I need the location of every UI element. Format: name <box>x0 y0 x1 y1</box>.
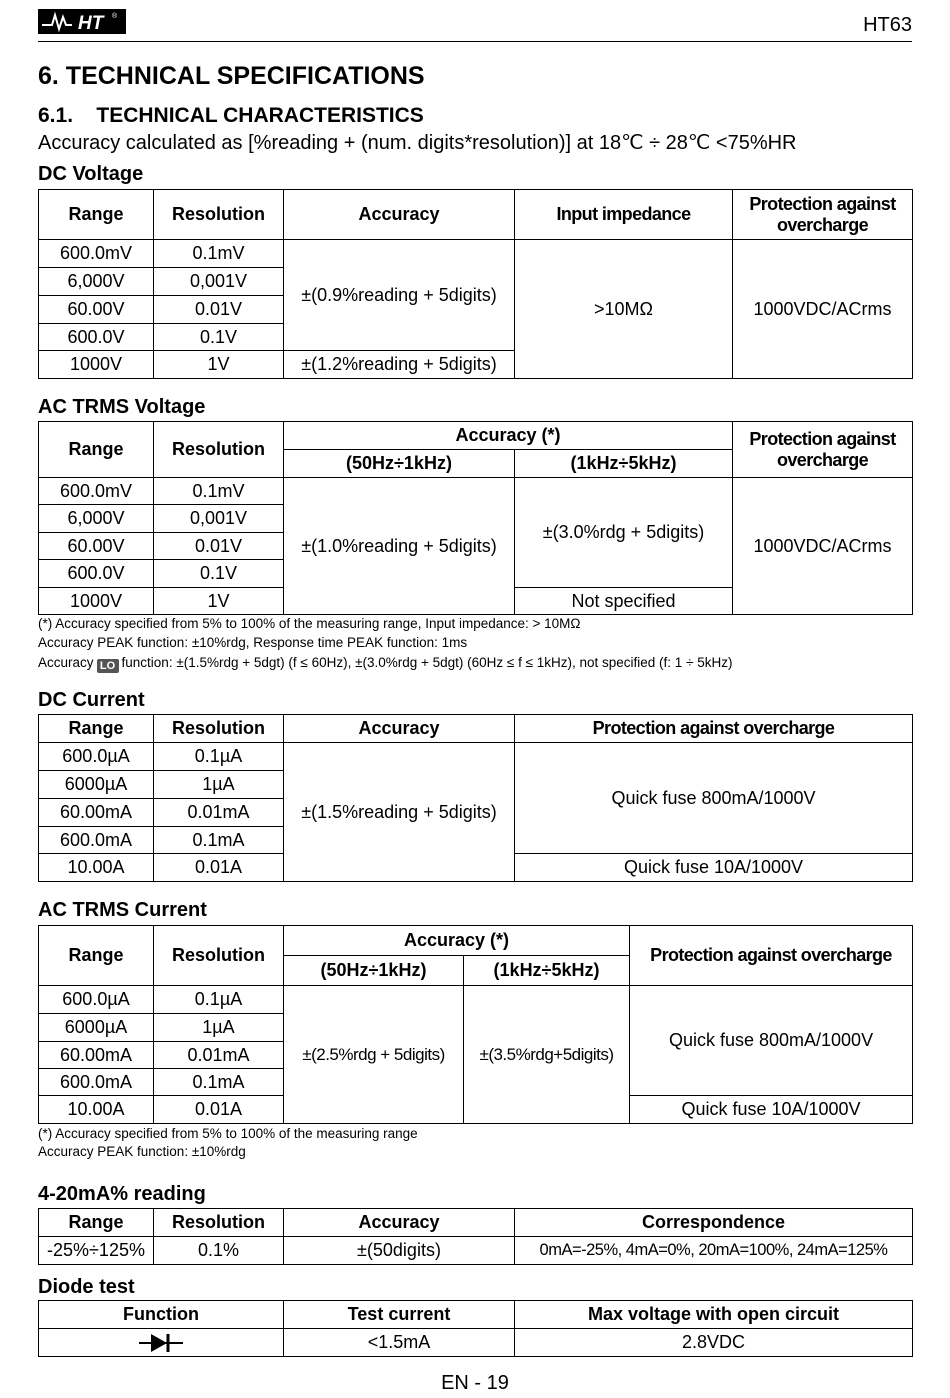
table-cell: 0.1µA <box>154 743 284 771</box>
table-cell: Quick fuse 10A/1000V <box>515 854 913 882</box>
col-max-voltage: Max voltage with open circuit <box>515 1301 913 1329</box>
table-cell: 0mA=-25%, 4mA=0%, 20mA=100%, 24mA=125% <box>515 1237 913 1265</box>
ac-current-note-1: (*) Accuracy specified from 5% to 100% of the measuring range <box>38 1126 418 1141</box>
table-cell: 600.0µA <box>39 743 154 771</box>
table-cell: Quick fuse 800mA/1000V <box>630 986 913 1096</box>
table-cell: ±(1.5%reading + 5digits) <box>284 743 515 882</box>
subsection-title: 6.1. TECHNICAL CHARACTERISTICS <box>38 104 424 127</box>
table-cell: 60.00mA <box>39 1042 154 1069</box>
table-cell: 60.00V <box>39 296 154 324</box>
table-cell: 6,000V <box>39 505 154 533</box>
col-resolution: Resolution <box>154 190 284 240</box>
table-cell: ±(3.0%rdg + 5digits) <box>515 478 733 588</box>
ac-voltage-table <box>38 421 913 615</box>
table-cell: ±(1.0%reading + 5digits) <box>284 478 515 615</box>
table-cell: 600.0V <box>39 560 154 588</box>
col-correspondence: Correspondence <box>515 1209 913 1237</box>
table-cell: ±(3.5%rdg+5digits) <box>464 986 630 1124</box>
col-accuracy-1khz-5khz: (1kHz÷5kHz) <box>515 450 733 478</box>
table-cell: 0.1V <box>154 324 284 351</box>
col-resolution: Resolution <box>154 422 284 478</box>
col-protection: Protection against overcharge <box>733 190 913 240</box>
dc-current-table <box>38 714 913 882</box>
ac-current-note-2: Accuracy PEAK function: ±10%rdg <box>38 1144 246 1159</box>
ac-voltage-title: AC TRMS Voltage <box>38 396 206 418</box>
table-cell: 2.8VDC <box>515 1329 913 1357</box>
table-cell: 0.01A <box>154 1096 284 1124</box>
col-accuracy-1khz-5khz: (1kHz÷5kHz) <box>464 956 630 986</box>
dc-current-title: DC Current <box>38 689 145 711</box>
table-cell: ±(50digits) <box>284 1237 515 1265</box>
table-cell: 1V <box>154 588 284 615</box>
table-cell: 0.1mA <box>154 827 284 854</box>
table-cell: 0.01V <box>154 533 284 560</box>
table-cell: 0.1V <box>154 560 284 588</box>
table-cell: 0,001V <box>154 505 284 533</box>
table-cell: 600.0mV <box>39 240 154 268</box>
table-cell: 0.01A <box>154 854 284 882</box>
col-accuracy: Accuracy (*) <box>284 422 733 450</box>
table-cell: 1000VDC/ACrms <box>733 240 913 379</box>
table-cell: 1V <box>154 351 284 379</box>
col-range: Range <box>39 926 154 986</box>
section-title: 6. TECHNICAL SPECIFICATIONS <box>38 62 425 90</box>
dc-voltage-table <box>38 189 913 379</box>
table-cell: 600.0mA <box>39 827 154 854</box>
col-resolution: Resolution <box>154 1209 284 1237</box>
table-cell: -25%÷125% <box>39 1237 154 1265</box>
table-cell: 0.1mV <box>154 478 284 505</box>
col-range: Range <box>39 1209 154 1237</box>
col-accuracy: Accuracy (*) <box>284 926 630 956</box>
ac-voltage-lo-note <box>38 655 732 673</box>
table-cell: 10.00A <box>39 854 154 882</box>
table-cell: 0.1% <box>154 1237 284 1265</box>
col-resolution: Resolution <box>154 926 284 986</box>
lo-note-prefix: Accuracy <box>38 655 94 670</box>
lo-note-text: function: ±(1.5%rdg + 5dgt) (f ≤ 60Hz), ±(3.0%rdg + 5dgt) (60Hz ≤ f ≤ 1kHz), not specified (f: 1 ÷ 5kHz) <box>121 655 733 670</box>
table-cell: 0.01mA <box>154 1042 284 1069</box>
col-range: Range <box>39 422 154 478</box>
table-cell: 0.1mV <box>154 240 284 268</box>
col-test-current: Test current <box>284 1301 515 1329</box>
lo-function-icon: LO <box>97 659 119 673</box>
col-resolution: Resolution <box>154 715 284 743</box>
table-cell: 600.0mA <box>39 1069 154 1096</box>
table-cell: 1000VDC/ACrms <box>733 478 913 615</box>
table-cell: Quick fuse 10A/1000V <box>630 1096 913 1124</box>
svg-text:®: ® <box>112 13 118 20</box>
table-cell: 0.01mA <box>154 799 284 827</box>
table-cell: 600.0mV <box>39 478 154 505</box>
table-cell: Not specified <box>515 588 733 615</box>
ac-voltage-note-2: Accuracy PEAK function: ±10%rdg, Response time PEAK function: 1ms <box>38 635 468 650</box>
table-cell: 0,001V <box>154 268 284 296</box>
header-model: HT63 <box>863 14 912 36</box>
table-cell: 1000V <box>39 351 154 379</box>
table-cell: 600.0V <box>39 324 154 351</box>
table-cell: 60.00mA <box>39 799 154 827</box>
col-accuracy-50hz-1khz: (50Hz÷1kHz) <box>284 956 464 986</box>
table-cell: 1µA <box>154 771 284 799</box>
table-cell: 600.0µA <box>39 986 154 1014</box>
table-cell: 1000V <box>39 588 154 615</box>
svg-text:HT: HT <box>78 13 104 34</box>
table-cell: ±(1.2%reading + 5digits) <box>284 351 515 379</box>
table-cell: <1.5mA <box>284 1329 515 1357</box>
dc-voltage-title: DC Voltage <box>38 163 144 185</box>
diode-icon <box>137 1332 185 1354</box>
ma-reading-title: 4-20mA% reading <box>38 1183 206 1205</box>
col-protection: Protection against overcharge <box>733 422 913 478</box>
col-input-impedance: Input impedance <box>515 190 733 240</box>
ma-reading-table <box>38 1208 913 1265</box>
table-cell: 6000µA <box>39 771 154 799</box>
ac-current-title: AC TRMS Current <box>38 899 207 921</box>
table-cell: 6,000V <box>39 268 154 296</box>
col-accuracy: Accuracy <box>284 1209 515 1237</box>
table-cell: >10MΩ <box>515 240 733 379</box>
page-number: EN - 19 <box>441 1372 509 1394</box>
col-protection: Protection against overcharge <box>515 715 913 743</box>
diode-test-table <box>38 1300 913 1357</box>
table-cell: ±(2.5%rdg + 5digits) <box>284 986 464 1124</box>
table-cell: ±(0.9%reading + 5digits) <box>284 240 515 351</box>
col-accuracy: Accuracy <box>284 190 515 240</box>
table-cell: 60.00V <box>39 533 154 560</box>
ht-logo <box>38 9 126 34</box>
diode-function-cell <box>39 1329 284 1357</box>
ac-voltage-note-1: (*) Accuracy specified from 5% to 100% of the measuring range, Input impedance: > 10MΩ <box>38 616 581 631</box>
table-cell: Quick fuse 800mA/1000V <box>515 743 913 854</box>
accuracy-intro: Accuracy calculated as [%reading + (num. digits*resolution)] at 18℃ ÷ 28℃ <75%HR <box>38 132 797 154</box>
col-range: Range <box>39 190 154 240</box>
header-divider <box>38 41 912 42</box>
diode-test-title: Diode test <box>38 1276 135 1298</box>
col-function: Function <box>39 1301 284 1329</box>
table-cell: 0.1mA <box>154 1069 284 1096</box>
col-accuracy-50hz-1khz: (50Hz÷1kHz) <box>284 450 515 478</box>
ac-current-table <box>38 925 913 1124</box>
col-range: Range <box>39 715 154 743</box>
table-cell: 0.01V <box>154 296 284 324</box>
table-cell: 0.1µA <box>154 986 284 1014</box>
table-cell: 6000µA <box>39 1014 154 1042</box>
col-protection: Protection against overcharge <box>630 926 913 986</box>
table-cell: 1µA <box>154 1014 284 1042</box>
table-cell: 10.00A <box>39 1096 154 1124</box>
col-accuracy: Accuracy <box>284 715 515 743</box>
